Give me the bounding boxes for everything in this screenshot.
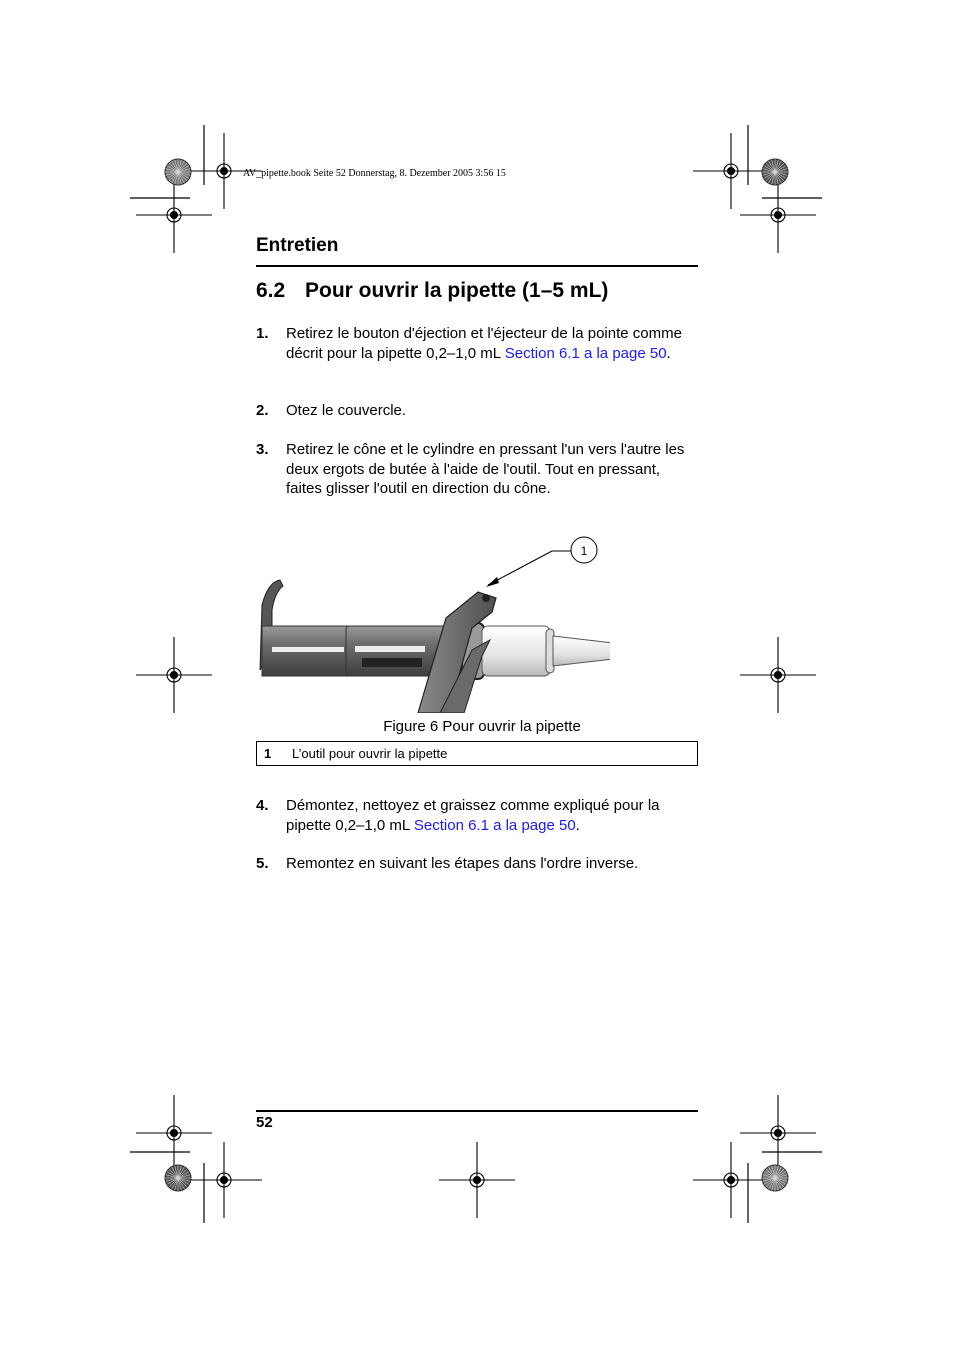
heading-number: 6.2 [256,279,286,302]
step-text-end: . [666,344,671,362]
crosshair-mark-icon [740,1095,816,1171]
footer-rule [256,1110,698,1112]
section-link[interactable]: Section 6.1 a la page 50 [504,344,667,362]
print-info: AV_pipette.book Seite 52 Donnerstag, 8. Dezember 2005 3:56 15 [243,168,506,179]
step-5 [256,854,698,874]
step-text: Otez le couvercle. [286,402,407,419]
heading-title: Pour ouvrir la pipette (1–5 mL) [305,279,609,302]
legend-number: 1 [264,746,272,761]
step-number: 1. [256,325,269,342]
crosshair-mark-icon [439,1142,515,1218]
section-link[interactable]: Section 6.1 a la page 50 [413,816,576,834]
step-text: Remontez en suivant les étapes dans l'ordre inverse. [286,855,639,872]
step-number: 3. [256,441,269,458]
step-text: Démontez, nettoyez et graissez comme expliqué pour la pipette 0,2–1,0 mL [286,797,660,834]
figure-legend-table [256,741,698,766]
step-text-end: . [575,816,580,834]
header-rule [256,265,698,267]
starburst-mark-icon [165,159,191,185]
step-1 [256,324,698,363]
crosshair-mark-icon [693,133,769,209]
pipette-illustration [250,530,610,713]
section-heading [256,279,608,303]
section-header: Entretien [256,235,339,256]
figure-caption: Figure 6 Pour ouvrir la pipette [383,718,581,735]
starburst-mark-icon [762,1165,788,1191]
starburst-mark-icon [165,1165,191,1191]
crosshair-mark-icon [186,1142,262,1218]
crosshair-mark-icon [740,637,816,713]
legend-text: L’outil pour ouvrir la pipette [292,746,448,761]
page-number: 52 [256,1114,273,1131]
step-number: 4. [256,797,269,814]
step-3 [256,440,698,499]
step-number: 2. [256,402,269,419]
starburst-mark-icon [762,159,788,185]
crosshair-mark-icon [693,1142,769,1218]
callout-number: 1 [580,544,588,558]
crosshair-mark-icon [136,177,212,253]
crosshair-mark-icon [740,177,816,253]
step-text: Retirez le bouton d'éjection et l'éjecteur de la pointe comme décrit pour la pipette 0,2–1,0 mL [286,325,682,362]
step-2 [256,401,698,421]
step-4 [256,796,698,835]
step-number: 5. [256,855,269,872]
crosshair-mark-icon [136,637,212,713]
crosshair-mark-icon [136,1095,212,1171]
step-text: Retirez le cône et le cylindre en pressant l'un vers l'autre les deux ergots de butée à l'aide de l'outil. Tout en pressant, faites glisser l'outil en direction du cône. [286,441,685,497]
